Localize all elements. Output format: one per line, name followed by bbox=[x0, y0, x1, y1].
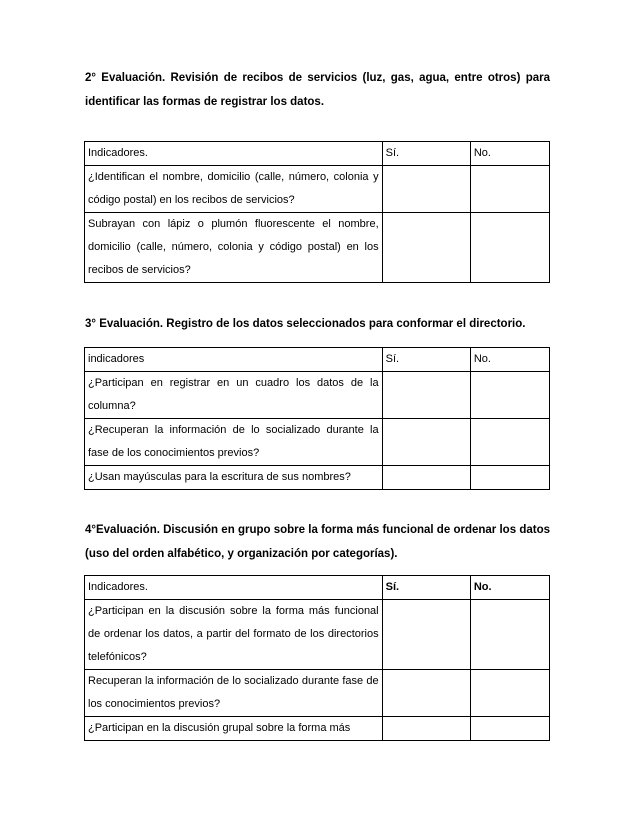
no-cell[interactable] bbox=[470, 213, 549, 283]
table-header-row bbox=[85, 576, 550, 600]
si-cell[interactable] bbox=[382, 372, 470, 419]
section-3-table bbox=[84, 347, 550, 490]
si-cell[interactable] bbox=[382, 717, 470, 741]
column-header-no: No. bbox=[470, 348, 549, 372]
indicator-text: Recuperan la información de lo socializado durante fase de los conocimientos previos? bbox=[85, 670, 383, 717]
column-header-indicadores: indicadores bbox=[85, 348, 383, 372]
section-2-heading: 2° Evaluación. Revisión de recibos de servicios (luz, gas, agua, entre otros) para identificar las formas de registrar los datos. bbox=[85, 72, 550, 108]
no-cell[interactable] bbox=[470, 166, 549, 213]
section-2-table bbox=[84, 141, 550, 283]
table-row bbox=[85, 600, 550, 670]
no-cell[interactable] bbox=[470, 466, 549, 490]
si-cell[interactable] bbox=[382, 419, 470, 466]
column-header-no: No. bbox=[470, 142, 549, 166]
si-cell[interactable] bbox=[382, 670, 470, 717]
section-3-heading: 3° Evaluación. Registro de los datos seleccionados para conformar el directorio. bbox=[85, 318, 526, 330]
section-4-table bbox=[84, 575, 550, 741]
column-header-si: Sí. bbox=[382, 576, 470, 600]
indicator-text: ¿Recuperan la información de lo socializado durante la fase de los conocimientos previos? bbox=[85, 419, 383, 466]
table-row bbox=[85, 166, 550, 213]
no-cell[interactable] bbox=[470, 372, 549, 419]
table-row bbox=[85, 466, 550, 490]
indicator-text: Subrayan con lápiz o plumón fluorescente el nombre, domicilio (calle, número, colonia y código postal) en los recibos de servicios? bbox=[85, 213, 383, 283]
no-cell[interactable] bbox=[470, 419, 549, 466]
indicator-text: ¿Participan en registrar en un cuadro los datos de la columna? bbox=[85, 372, 383, 419]
column-header-indicadores: Indicadores. bbox=[85, 142, 383, 166]
table-row bbox=[85, 419, 550, 466]
indicator-text: ¿Identifican el nombre, domicilio (calle, número, colonia y código postal) en los recibos de servicios? bbox=[85, 166, 383, 213]
no-cell[interactable] bbox=[470, 670, 549, 717]
si-cell[interactable] bbox=[382, 466, 470, 490]
si-cell[interactable] bbox=[382, 600, 470, 670]
section-4-heading: 4°Evaluación. Discusión en grupo sobre la forma más funcional de ordenar los datos (uso del orden alfabético, y organización por categorías). bbox=[85, 524, 550, 560]
table-row bbox=[85, 717, 550, 741]
table-row bbox=[85, 372, 550, 419]
table-row bbox=[85, 670, 550, 717]
indicator-text: ¿Usan mayúsculas para la escritura de sus nombres? bbox=[85, 466, 383, 490]
column-header-si: Sí. bbox=[382, 348, 470, 372]
si-cell[interactable] bbox=[382, 166, 470, 213]
column-header-indicadores: Indicadores. bbox=[85, 576, 383, 600]
no-cell[interactable] bbox=[470, 717, 549, 741]
indicator-text: ¿Participan en la discusión sobre la forma más funcional de ordenar los datos, a partir del formato de los directorios telefónicos? bbox=[85, 600, 383, 670]
table-row bbox=[85, 213, 550, 283]
column-header-si: Sí. bbox=[382, 142, 470, 166]
no-cell[interactable] bbox=[470, 600, 549, 670]
si-cell[interactable] bbox=[382, 213, 470, 283]
indicator-text: ¿Participan en la discusión grupal sobre la forma más bbox=[85, 717, 383, 741]
table-header-row bbox=[85, 142, 550, 166]
table-header-row bbox=[85, 348, 550, 372]
column-header-no: No. bbox=[470, 576, 549, 600]
